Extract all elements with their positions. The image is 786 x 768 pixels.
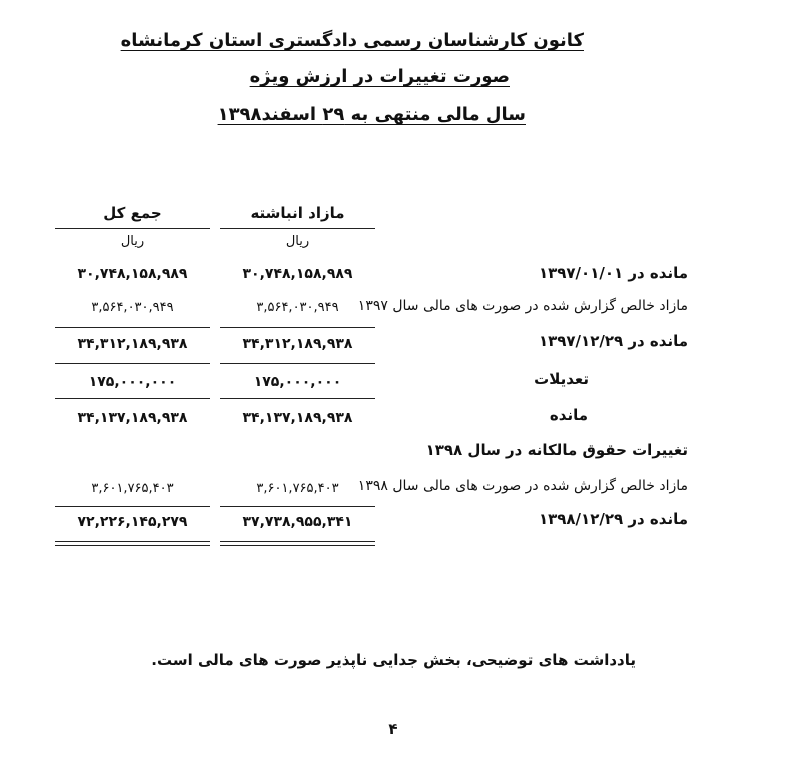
cell-value: ۳۴,۳۱۲,۱۸۹,۹۳۸ xyxy=(242,336,353,352)
header-rule xyxy=(220,228,375,229)
unit-label: ریال xyxy=(285,234,310,249)
cell-value: ۳۰,۷۴۸,۱۵۸,۹۸۹ xyxy=(242,266,353,282)
statement-title: صورت تغییرات در ارزش ویژه xyxy=(249,66,510,87)
column-header-total: جمع کل xyxy=(103,204,162,222)
cell-value: ۱۷۵,۰۰۰,۰۰۰ xyxy=(253,374,342,390)
row-label: تعدیلات xyxy=(534,370,589,388)
subtotal-rule xyxy=(220,506,375,507)
period-title: سال مالی منتهی به ۲۹ اسفند۱۳۹۸ xyxy=(217,104,526,125)
subtotal-rule xyxy=(55,398,210,399)
cell-value: ۳۴,۱۳۷,۱۸۹,۹۳۸ xyxy=(242,410,353,426)
subtotal-rule xyxy=(220,363,375,364)
subtotal-rule xyxy=(55,363,210,364)
cell-value: ۳۰,۷۴۸,۱۵۸,۹۸۹ xyxy=(77,266,188,282)
org-title: کانون کارشناسان رسمی دادگستری استان کرمانشاه xyxy=(120,30,584,51)
row-label: مانده در ۱۳۹۷/۱۲/۲۹ xyxy=(538,332,688,350)
cell-value: ۳,۶۰۱,۷۶۵,۴۰۳ xyxy=(256,481,339,496)
cell-value: ۱۷۵,۰۰۰,۰۰۰ xyxy=(88,374,177,390)
total-double-rule xyxy=(220,541,375,546)
subtotal-rule xyxy=(220,327,375,328)
section-heading: تغییرات حقوق مالکانه در سال ۱۳۹۸ xyxy=(425,441,688,459)
header-rule xyxy=(55,228,210,229)
subtotal-rule xyxy=(220,398,375,399)
row-label: مانده در ۱۳۹۸/۱۲/۲۹ xyxy=(538,510,688,528)
page-number: ۴ xyxy=(388,720,398,738)
cell-value: ۳,۶۰۱,۷۶۵,۴۰۳ xyxy=(91,481,174,496)
cell-value: ۳۴,۳۱۲,۱۸۹,۹۳۸ xyxy=(77,336,188,352)
cell-value: ۳۴,۱۳۷,۱۸۹,۹۳۸ xyxy=(77,410,188,426)
cell-value: ۳,۵۶۴,۰۳۰,۹۴۹ xyxy=(256,300,339,315)
row-label: مازاد خالص گزارش شده در صورت های مالی سال ۱۳۹۷ xyxy=(357,298,688,314)
unit-label: ریال xyxy=(120,234,145,249)
explanatory-note: یادداشت های توضیحی، بخش جدایی ناپذیر صورت های مالی است. xyxy=(151,651,636,669)
cell-value: ۳,۵۶۴,۰۳۰,۹۴۹ xyxy=(91,300,174,315)
subtotal-rule xyxy=(55,506,210,507)
row-label: مازاد خالص گزارش شده در صورت های مالی سال ۱۳۹۸ xyxy=(357,478,688,494)
row-label: مانده xyxy=(549,406,588,424)
total-double-rule xyxy=(55,541,210,546)
row-label: مانده در ۱۳۹۷/۰۱/۰۱ xyxy=(538,264,688,282)
column-header-accumulated-surplus: مازاد انباشته xyxy=(250,204,345,222)
subtotal-rule xyxy=(55,327,210,328)
cell-value: ۳۷,۷۳۸,۹۵۵,۳۴۱ xyxy=(242,514,353,530)
cell-value: ۷۲,۲۲۶,۱۴۵,۲۷۹ xyxy=(77,514,188,530)
